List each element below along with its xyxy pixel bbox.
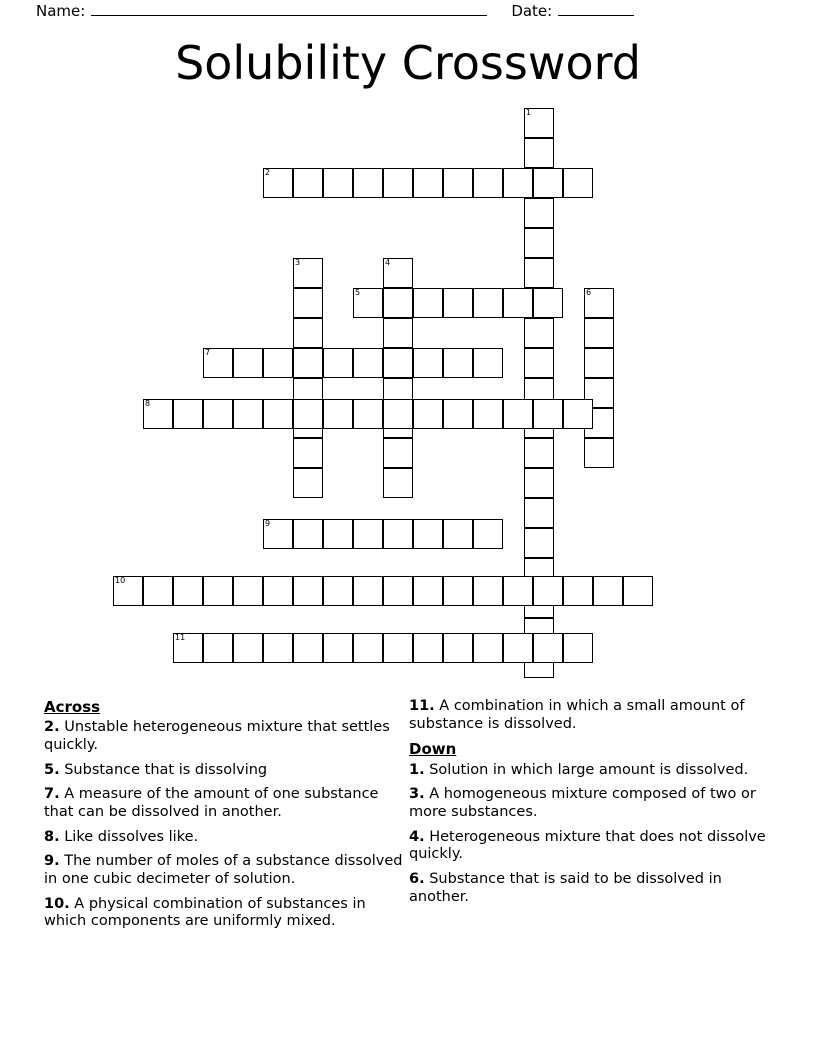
clue-text: A homogeneous mixture composed of two or more substances. bbox=[409, 786, 756, 821]
cell-number: 1 bbox=[526, 108, 532, 117]
crossword-cell[interactable] bbox=[593, 576, 623, 606]
clue-number: 4. bbox=[409, 828, 425, 845]
crossword-cell[interactable] bbox=[173, 576, 203, 606]
crossword-cell[interactable] bbox=[353, 633, 383, 663]
crossword-cell[interactable] bbox=[443, 348, 473, 378]
crossword-cell[interactable] bbox=[293, 633, 323, 663]
clue-number: 5. bbox=[44, 761, 60, 778]
crossword-cell[interactable] bbox=[533, 168, 563, 198]
crossword-cell[interactable] bbox=[524, 438, 554, 468]
crossword-cell[interactable] bbox=[353, 576, 383, 606]
crossword-cell[interactable] bbox=[293, 168, 323, 198]
clue-down-6 bbox=[409, 871, 769, 906]
crossword-cell[interactable] bbox=[263, 348, 293, 378]
crossword-cell[interactable] bbox=[413, 399, 443, 429]
crossword-cell[interactable] bbox=[113, 576, 143, 606]
crossword-cell[interactable] bbox=[143, 576, 173, 606]
crossword-cell[interactable] bbox=[533, 576, 563, 606]
clues-column-left bbox=[44, 698, 404, 938]
crossword-cell[interactable] bbox=[353, 288, 383, 318]
crossword-cell[interactable] bbox=[173, 633, 203, 663]
clue-number: 3. bbox=[409, 786, 425, 803]
clue-across-5 bbox=[44, 762, 404, 780]
cell-number: 11 bbox=[175, 633, 186, 642]
crossword-cell[interactable] bbox=[353, 519, 383, 549]
crossword-cell[interactable] bbox=[584, 318, 614, 348]
clue-text: Heterogeneous mixture that does not dissolve quickly. bbox=[409, 828, 766, 863]
crossword-cell[interactable] bbox=[233, 399, 263, 429]
crossword-cell[interactable] bbox=[323, 348, 353, 378]
cell-number: 6 bbox=[586, 288, 592, 297]
cell-number: 10 bbox=[115, 576, 126, 585]
crossword-cell[interactable] bbox=[503, 576, 533, 606]
crossword-cell[interactable] bbox=[323, 168, 353, 198]
clue-number: 10. bbox=[44, 895, 70, 912]
name-date-line bbox=[0, 2, 816, 24]
page-title: Solubility Crossword bbox=[175, 36, 641, 90]
crossword-cell[interactable] bbox=[524, 108, 554, 138]
crossword-cell[interactable] bbox=[524, 318, 554, 348]
crossword-cell[interactable] bbox=[503, 288, 533, 318]
crossword-cell[interactable] bbox=[443, 288, 473, 318]
crossword-cell[interactable] bbox=[353, 399, 383, 429]
crossword-cell[interactable] bbox=[473, 633, 503, 663]
clues-column-right bbox=[409, 698, 769, 913]
crossword-cell[interactable] bbox=[503, 168, 533, 198]
crossword-cell[interactable] bbox=[293, 318, 323, 348]
crossword-cell[interactable] bbox=[473, 348, 503, 378]
crossword-cell[interactable] bbox=[293, 348, 323, 378]
crossword-cell[interactable] bbox=[524, 258, 554, 288]
name-blank-rule[interactable] bbox=[91, 2, 487, 16]
crossword-cell[interactable] bbox=[323, 633, 353, 663]
crossword-cell[interactable] bbox=[533, 633, 563, 663]
cell-number: 2 bbox=[265, 168, 271, 177]
cell-number: 7 bbox=[205, 348, 211, 357]
crossword-cell[interactable] bbox=[233, 348, 263, 378]
cell-number: 9 bbox=[265, 519, 271, 528]
crossword-cell[interactable] bbox=[203, 348, 233, 378]
crossword-cell[interactable] bbox=[233, 576, 263, 606]
crossword-cell[interactable] bbox=[383, 633, 413, 663]
cell-number: 3 bbox=[295, 258, 301, 267]
crossword-cell[interactable] bbox=[293, 576, 323, 606]
crossword-cell[interactable] bbox=[263, 399, 293, 429]
crossword-cell[interactable] bbox=[524, 228, 554, 258]
crossword-cell[interactable] bbox=[143, 399, 173, 429]
crossword-cell[interactable] bbox=[263, 633, 293, 663]
crossword-cell[interactable] bbox=[533, 399, 563, 429]
date-label: Date: bbox=[511, 2, 553, 20]
clue-text: A measure of the amount of one substance that can be dissolved in another. bbox=[44, 786, 379, 821]
crossword-cell[interactable] bbox=[524, 468, 554, 498]
clue-number: 11. bbox=[409, 698, 435, 714]
clue-number: 1. bbox=[409, 761, 425, 778]
clue-down-1 bbox=[409, 762, 769, 780]
clue-text: Solution in which large amount is dissolved. bbox=[429, 761, 749, 778]
crossword-cell[interactable] bbox=[413, 519, 443, 549]
clue-across-9 bbox=[44, 853, 404, 888]
crossword-cell[interactable] bbox=[263, 519, 293, 549]
clues-section bbox=[44, 698, 774, 948]
crossword-cell[interactable] bbox=[524, 528, 554, 558]
crossword-cell[interactable] bbox=[413, 576, 443, 606]
crossword-cell[interactable] bbox=[473, 399, 503, 429]
clue-down-3 bbox=[409, 786, 769, 821]
crossword-cell[interactable] bbox=[293, 258, 323, 288]
crossword-cell[interactable] bbox=[203, 399, 233, 429]
crossword-cell[interactable] bbox=[473, 168, 503, 198]
crossword-cell[interactable] bbox=[293, 288, 323, 318]
crossword-cell[interactable] bbox=[623, 576, 653, 606]
crossword-cell[interactable] bbox=[173, 399, 203, 429]
crossword-cell[interactable] bbox=[584, 348, 614, 378]
crossword-cell[interactable] bbox=[263, 576, 293, 606]
crossword-cell[interactable] bbox=[584, 438, 614, 468]
crossword-cell[interactable] bbox=[293, 468, 323, 498]
crossword-cell[interactable] bbox=[413, 348, 443, 378]
crossword-cell[interactable] bbox=[323, 399, 353, 429]
down-heading: Down bbox=[409, 740, 457, 759]
crossword-cell[interactable] bbox=[443, 576, 473, 606]
crossword-cell[interactable] bbox=[443, 633, 473, 663]
crossword-cell[interactable] bbox=[353, 168, 383, 198]
crossword-cell[interactable] bbox=[524, 198, 554, 228]
clue-text: Substance that is said to be dissolved in another. bbox=[409, 871, 722, 905]
across-heading: Across bbox=[44, 698, 101, 716]
crossword-cell[interactable] bbox=[203, 633, 233, 663]
crossword-grid bbox=[0, 108, 816, 693]
date-blank-rule[interactable] bbox=[558, 2, 634, 16]
crossword-cell[interactable] bbox=[383, 258, 413, 288]
crossword-cell[interactable] bbox=[383, 288, 413, 318]
cell-number: 4 bbox=[385, 258, 391, 267]
crossword-cell[interactable] bbox=[524, 498, 554, 528]
clue-text: Substance that is dissolving bbox=[64, 761, 268, 778]
crossword-cell[interactable] bbox=[383, 438, 413, 468]
crossword-cell[interactable] bbox=[323, 576, 353, 606]
crossword-cell[interactable] bbox=[323, 519, 353, 549]
clue-text: A combination in which a small amount of substance is dissolved. bbox=[409, 698, 745, 732]
crossword-cell[interactable] bbox=[563, 576, 593, 606]
clue-text: Unstable heterogeneous mixture that settles quickly. bbox=[44, 719, 390, 753]
crossword-cell[interactable] bbox=[383, 399, 413, 429]
clue-across-7 bbox=[44, 786, 404, 821]
clue-number: 9. bbox=[44, 853, 60, 870]
crossword-cell[interactable] bbox=[383, 348, 413, 378]
crossword-cell[interactable] bbox=[503, 633, 533, 663]
crossword-cell[interactable] bbox=[383, 468, 413, 498]
crossword-cell[interactable] bbox=[353, 348, 383, 378]
clue-text: The number of moles of a substance dissolved in one cubic decimeter of solution. bbox=[44, 853, 403, 888]
crossword-cell[interactable] bbox=[524, 348, 554, 378]
crossword-cell[interactable] bbox=[584, 288, 614, 318]
cell-number: 5 bbox=[355, 288, 361, 297]
clue-number: 7. bbox=[44, 786, 60, 803]
crossword-cell[interactable] bbox=[383, 318, 413, 348]
clue-down-4 bbox=[409, 829, 769, 864]
crossword-cell[interactable] bbox=[563, 168, 593, 198]
crossword-cell[interactable] bbox=[293, 519, 323, 549]
crossword-cell[interactable] bbox=[413, 168, 443, 198]
crossword-cell[interactable] bbox=[413, 633, 443, 663]
crossword-cell[interactable] bbox=[563, 399, 593, 429]
crossword-cell[interactable] bbox=[473, 288, 503, 318]
clue-across-2 bbox=[44, 719, 404, 754]
crossword-cell[interactable] bbox=[443, 168, 473, 198]
crossword-cell[interactable] bbox=[233, 633, 263, 663]
clue-across-10 bbox=[44, 896, 404, 931]
crossword-cell[interactable] bbox=[563, 633, 593, 663]
crossword-cell[interactable] bbox=[413, 288, 443, 318]
clue-across-11 bbox=[409, 698, 769, 733]
crossword-cell[interactable] bbox=[443, 399, 473, 429]
clue-number: 8. bbox=[44, 828, 60, 845]
crossword-cell[interactable] bbox=[443, 519, 473, 549]
crossword-cell[interactable] bbox=[473, 519, 503, 549]
clue-number: 6. bbox=[409, 871, 425, 888]
clue-across-8 bbox=[44, 829, 404, 847]
crossword-cell[interactable] bbox=[503, 399, 533, 429]
clue-text: Like dissolves like. bbox=[64, 828, 199, 845]
crossword-cell[interactable] bbox=[383, 519, 413, 549]
crossword-cell[interactable] bbox=[533, 288, 563, 318]
crossword-cell[interactable] bbox=[293, 399, 323, 429]
crossword-cell[interactable] bbox=[263, 168, 293, 198]
crossword-cell[interactable] bbox=[473, 576, 503, 606]
crossword-cell[interactable] bbox=[383, 168, 413, 198]
crossword-cell[interactable] bbox=[524, 138, 554, 168]
cell-number: 8 bbox=[145, 399, 151, 408]
crossword-cell[interactable] bbox=[293, 438, 323, 468]
name-label: Name: bbox=[36, 2, 86, 20]
crossword-cell[interactable] bbox=[383, 576, 413, 606]
crossword-cell[interactable] bbox=[203, 576, 233, 606]
clue-text: A physical combination of substances in which components are uniformly mixed. bbox=[44, 895, 366, 930]
clue-number: 2. bbox=[44, 719, 60, 736]
